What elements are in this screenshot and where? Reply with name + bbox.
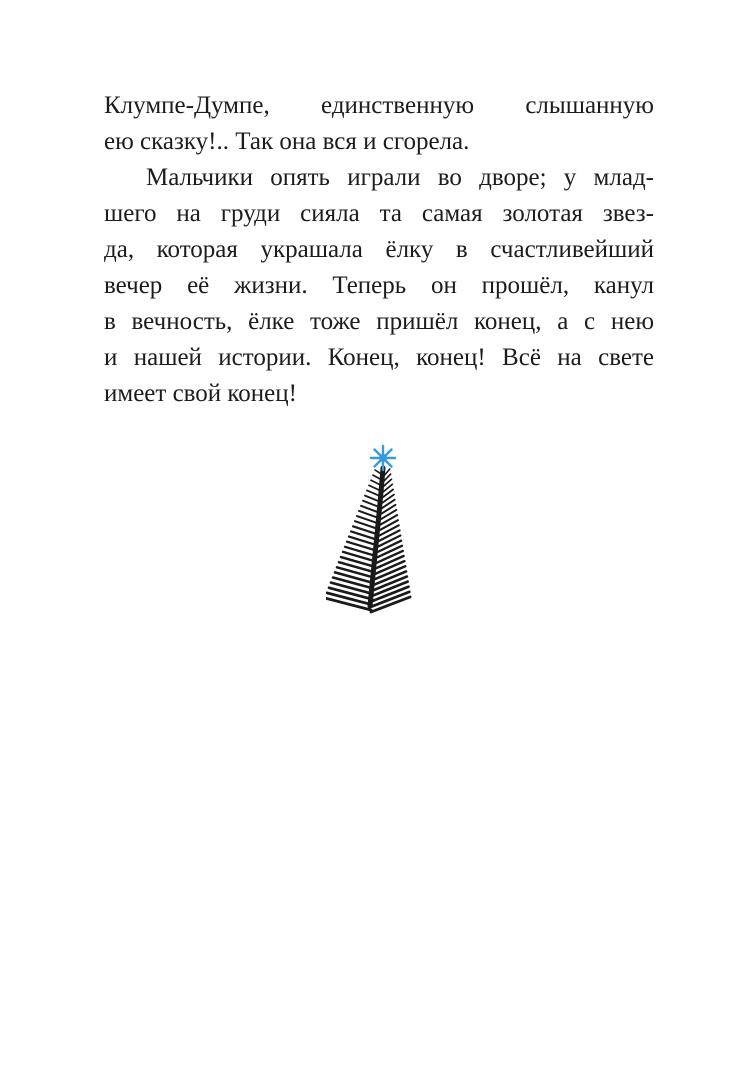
paragraph-1 bbox=[104, 88, 654, 160]
star-icon bbox=[371, 446, 395, 470]
text-line: Мальчики опять играли во дворе; у млад- bbox=[146, 164, 654, 191]
text-line: Клумпе-Думпе, единственную слышанную bbox=[104, 92, 654, 119]
text-line: в вечность, ёлке тоже пришёл конец, а с нею bbox=[104, 308, 654, 335]
text-line: да, которая украшала ёлку в счастливейший bbox=[104, 236, 654, 263]
text-line: ею сказку!.. Так она вся и сгорела. bbox=[104, 128, 470, 155]
tree-branch-right bbox=[378, 520, 398, 531]
star-core bbox=[379, 454, 387, 462]
tree-branch-left bbox=[337, 567, 374, 577]
text-line: вечер её жизни. Теперь он прошёл, канул bbox=[104, 272, 654, 299]
tree-branch-left bbox=[329, 588, 372, 599]
paragraph-2 bbox=[104, 160, 654, 412]
tree-branch-right bbox=[377, 530, 399, 541]
tree-branch-left bbox=[335, 572, 373, 583]
tree-branch-left bbox=[339, 562, 374, 572]
text-line: имеет свой конец! bbox=[104, 380, 297, 407]
tree-branch-left bbox=[327, 593, 371, 605]
tree-branch-left bbox=[333, 578, 373, 589]
text-line: и нашей истории. Конец, конец! Всё на свете bbox=[104, 344, 654, 371]
tree-branch-right bbox=[379, 510, 396, 520]
fir-tree-with-star-icon bbox=[326, 438, 426, 614]
tree-branch-right bbox=[379, 515, 397, 526]
tree-branches bbox=[326, 469, 410, 612]
tree-branch-right bbox=[378, 525, 399, 536]
tree-branch-left bbox=[331, 583, 372, 594]
text-line: шего на груди сияла та самая золотая звез- bbox=[104, 200, 654, 227]
story-text bbox=[104, 88, 654, 412]
